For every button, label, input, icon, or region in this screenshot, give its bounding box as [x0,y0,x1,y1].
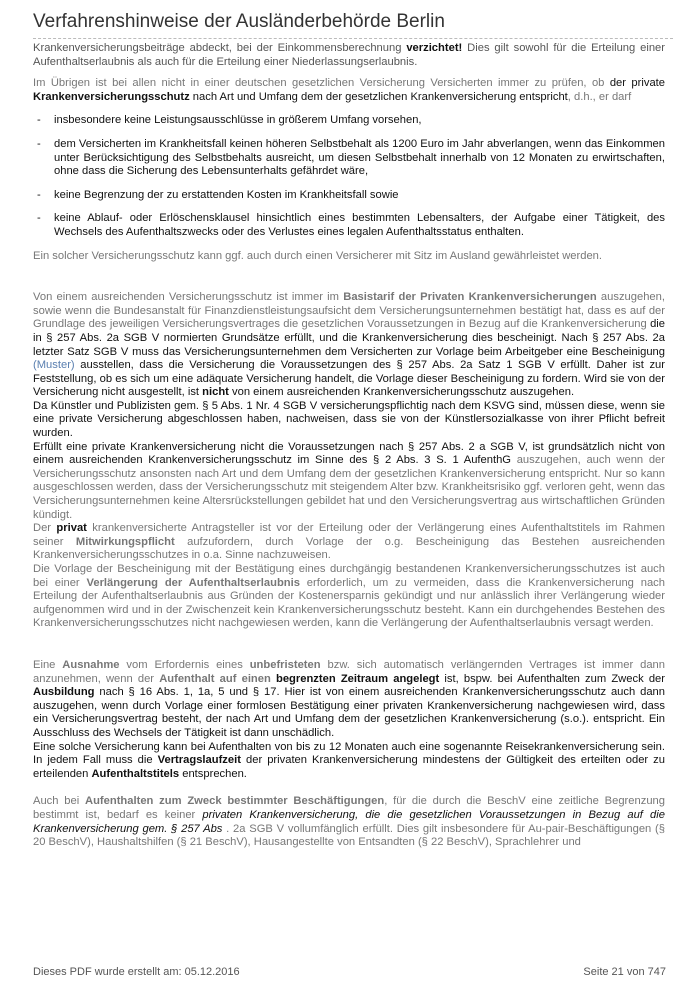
text-run: auszugehen, sowie wenn die Bundesanstalt für Finanzdienstleistungsaufsicht dem Versicherungsunternehmen bestätigt hat, dass es auf der Grundlage des jeweiligen Versicherungsvertrages die gesetzlichen Voraussetzungen in Bezug auf die Krankenversicherung [33,291,665,331]
emphasis-verlaengerung: Verlängerung der Aufenthaltserlaubnis [86,576,300,589]
emphasis-italic-insurance: privaten Krankenversicherung, die die gesetzlichen Voraussetzungen in Bezug auf die Krankenversicherung gem. § 257 Abs [33,808,665,835]
text-run: ist, bspw. bei Aufenthalten zum Zweck der [439,672,666,685]
dash-bullet: - [37,137,41,150]
paragraph-travel-insurance [33,741,665,782]
emphasis-aufenthalt: Aufenthalt auf einen [159,672,276,685]
emphasis-beschaeftigungen: Aufenthalten zum Zweck bestimmter Beschäftigungen [85,795,385,808]
list-item-text: insbesondere keine Leistungsausschlüsse in größerem Umfang vorsehen, [54,114,422,127]
text-run: . 2a SGB V vollumfänglich erfüllt. Dies gilt insbesondere für Au-pair-Beschäftigungen (§ 20 BeschV), Haushaltshilfen (§ 21 BeschV), Hausangestellte von Entsandten (§ 22 BeschV), Sprachlehrer und [33,822,665,849]
paragraph-foreign-insurer: Ein solcher Versicherungsschutz kann ggf. auch durch einen Versicherer mit Sitz im Ausland gewährleistet werden. [33,249,602,262]
text-run: ausstellen, dass die Versicherung die Voraussetzungen des § 257 Abs. 2a Satz 1 SGB V erfüllt. Daher ist zur Feststellung, ob es sich um eine adäquate Versicherung handelt, die Vorlage dieser Bescheinigung zu fordern. Wird sie von der Versicherung nicht ausgestellt, ist [33,359,665,399]
list-item-text: keine Begrenzung der zu erstattenden Kosten im Krankheitsfall sowie [54,188,399,201]
emphasis-nicht: nicht [202,386,229,399]
requirements-list [33,114,665,239]
text-run: Krankenversicherungsbeiträge abdeckt, bei der Einkommensberechnung [33,42,407,54]
list-item [33,212,665,239]
text-run: krankenversicherte Antragsteller ist vor der Erteilung oder der Verlängerung eines Aufenthaltstitels im Rahmen seiner [33,522,665,548]
page-title: Verfahrenshinweise der Ausländerbehörde Berlin [33,11,673,39]
text-run: Auch bei [33,795,86,808]
paragraph-exception [33,659,665,741]
emphasis-vertragslaufzeit: Vertragslaufzeit [157,754,241,767]
paragraph-extension [33,563,665,631]
paragraph-artists: Da Künstler und Publizisten gem. § 5 Abs. 1 Nr. 4 SGB V versicherungspflichtig nach dem KSVG sind, müssen diese, wenn sie eine private Versicherung abgeschlossen haben, nachweisen, dass sie von der Künstlersozialkasse von ihrer Pflicht befreit wurden. [33,399,665,440]
paragraph-cooperation-duty [33,522,665,563]
text-run: Eine solche Versicherung kann bei Aufenthalten von bis zu 12 Monaten auch eine sogenannte Reisekrankenversicherung sein. In jedem Fall muss die [33,740,665,767]
text-run: entsprechen. [179,767,247,780]
text-run: von einem ausreichenden Krankenversicherungsschutz auszugehen. [228,386,575,399]
text-run: nach § 16 Abs. 1, 1a, 5 und § 17. Hier ist von einem ausreichenden Krankenversicherungsschutz auch dann auszugehen, wenn durch Vorlage einer formlosen Bestätigung einer privaten Krankenversicherung nachgewiesen wird, dass ein Versicherungsvertrag besteht, der nach Art und Umfang dem der gesetzlichen Krankenversicherung (s.o.). entspricht. Ein Ausschluss des Wechsels der Tätigkeit ist dann unschädlich. [33,686,665,739]
footer-created-date: Dieses PDF wurde erstellt am: 05.12.2016 [33,966,240,978]
emphasis-mitwirkungspflicht: Mitwirkungspflicht [75,535,175,548]
text-run: erforderlich, um zu vermeiden, dass die Krankenversicherung nach Erteilung der Aufenthaltserlaubnis aus Gründen der Kostenersparnis gekündigt und nur anlässlich ihrer Verlängerung wieder aufgenommen wird und in der Zwischenzeit kein Krankenversicherungsschutz besteht. Kann ein durchgehendes Bestehen des Krankenversicherungsschutzes nicht nachgewiesen werden, kann die Verlängerung der Aufenthaltserlaubnis versagt werden. [33,576,665,630]
text-run: Eine [33,658,63,671]
paragraph-income-calculation [33,42,665,69]
emphasis-privat: privat [56,522,87,535]
list-item [33,189,665,203]
text-run: der private [609,77,666,90]
dash-bullet: - [37,188,41,201]
emphasis-aufenthaltstitels: Aufenthaltstitels [91,767,180,780]
text-run: der privaten Krankenversicherung mindestens der Gültigkeit des erteilten oder zu erteilenden [33,754,665,780]
document-body [33,42,665,850]
text-run: , für die durch die BeschV eine zeitliche Begrenzung bestimmt ist, bedarf es keiner [33,795,665,821]
paragraph-requirements-not-met [33,441,665,523]
list-item-text: keine Ablauf- oder Erlöschensklausel hinsichtlich eines bestimmten Lebensalters, der Aufgabe einer Tätigkeit, des Wechsels des Aufenthaltszwecks oder des Verlustes eines legalen Aufenthaltsstatus enthalten. [54,212,665,238]
muster-link[interactable]: (Muster) [33,359,75,372]
text-run: vom Erfordernis eines [119,658,250,671]
text-run: Der [33,522,57,535]
emphasis-ausbildung: Ausbildung [33,686,95,699]
text-run: die in § 257 Abs. 2a SGB V normierten Grundsätze erfüllt, und die Krankenversicherung dies bescheinigt. Nach § 257 Abs. 2a letzter Satz SGB V muss das Versicherungsunternehmen dem Versicherten zur Vorlage beim Arbeitgeber eine Bescheinigung [33,318,665,358]
text-run: Im Übrigen ist bei allen nicht in einer deutschen gesetzlichen Versicherung Versicherten immer zu prüfen, ob [33,77,610,90]
list-item [33,138,665,179]
text-run: nach Art und Umfang dem der gesetzlichen Krankenversicherung entspricht [189,90,568,103]
text-run: Dies gilt sowohl für die Erteilung einer Aufenthaltserlaubnis als auch für die Erteilung einer Niederlassungserlaubnis. [33,42,665,68]
text-run: Erfüllt eine private Krankenversicherung nicht die Voraussetzungen nach § 257 Abs. 2 a SGB V, ist grundsätzlich nicht von einem ausreichenden Krankenversicherungsschutz im Sinne des § 2 Abs. 3 S. 1 AufenthG [33,440,665,467]
dash-bullet: - [37,212,41,225]
emphasis-ausnahme: Ausnahme [62,658,120,671]
dash-bullet: - [37,114,41,127]
paragraph-basistarif [33,291,665,400]
text-run: Die Vorlage der Bescheinigung mit der Bestätigung eines durchgängig bestandenen Krankenversicherungsschutzes ist auch bei einer [33,563,665,589]
text-run: Von einem ausreichenden Versicherungsschutz ist immer im [33,291,344,304]
text-run: bzw. sich automatisch verlängernden Vertrages ist immer dann anzunehmen, wenn der [33,658,665,685]
emphasis-basistarif: Basistarif der Privaten Krankenversicherungen [343,291,597,304]
text-run: , d.h., er darf [567,90,632,103]
paragraph-employment [33,795,665,849]
text-run: aufzufordern, durch Vorlage der o.g. Bescheinigung das Bestehen ausreichenden Krankenversicherungsschutzes in o.a. Sinne nachzuweisen. [33,535,665,562]
emphasis-begrenzter-zeitraum: begrenzten Zeitraum angelegt [275,672,440,685]
paragraph-private-insurance-check [33,77,665,104]
list-item [33,114,665,128]
emphasis-unbefristeten: unbefristeten [249,658,321,671]
list-item-text: dem Versicherten im Krankheitsfall keinen höheren Selbstbehalt als 1200 Euro im Jahr abverlangen, wenn das Einkommen unter Berücksichtigung des Selbstbehalts ausreicht, um diesen Selbstbehalt innerhalb von 12 Monaten zu erwirtschaften, ohne dass die Sicherung des Lebensunterhalts gefährdet wäre, [54,137,665,178]
footer-page-number: Seite 21 von 747 [583,966,666,978]
emphasis-krankenversicherungsschutz: Krankenversicherungsschutz [33,90,190,103]
emphasis-verzichtet: verzichtet! [406,42,463,54]
text-run: auszugehen, auch wenn der Versicherungsschutz ansonsten nach Art und dem Umfang dem der gesetzlichen Krankenversicherung entspricht. Nur so kann ausgeschlossen werden, dass der Versicherungsschutz mit steigendem Alter bzw. Krankheitsrisiko ggf. verloren geht, wenn das Versicherungsunternehmen keine Altersrückstellungen gebildet hat und den Versicherungsvertrag aus wirtschaftlichen Gründen kündigt. [33,454,665,521]
